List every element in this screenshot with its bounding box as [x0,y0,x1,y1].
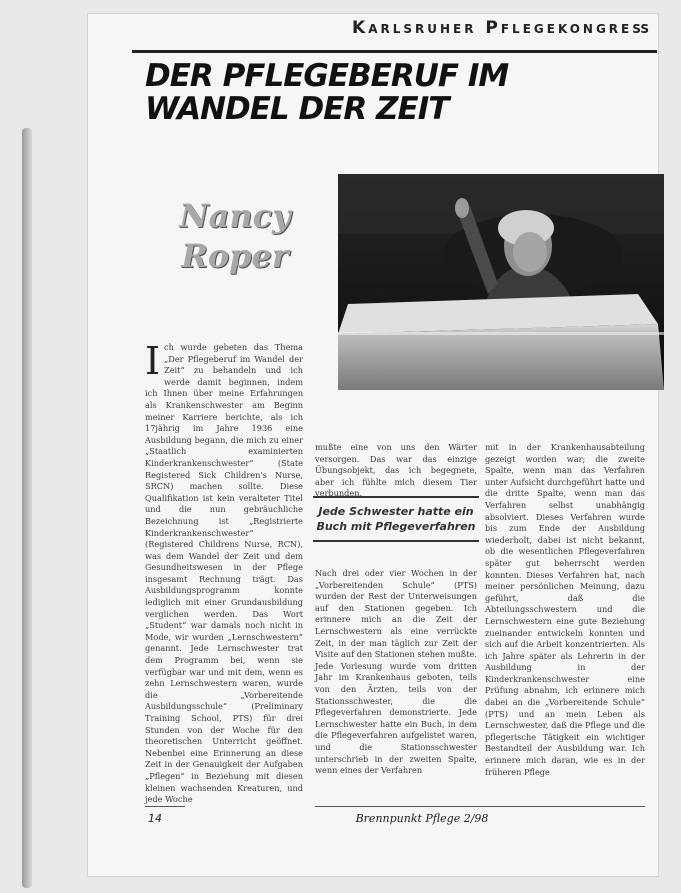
page-number: 14 [148,812,162,825]
author-name [150,196,320,276]
header-rule [132,50,657,53]
pull-quote: Jede Schwester hatte ein Buch mit Pflegeverfahren [313,496,479,542]
article-title: DER PFLEGEBERUF IM WANDEL DER ZEIT [145,58,509,127]
speaker-photo [338,174,664,390]
article-column-2: Nach drei oder vier Wochen in der „Vorbereitenden Schule“ (PTS) wurden der Rest der Unterweisungen auf den Stationen gegeben. Ich erinnere mich an die Zeit der Lernschwestern als eine verrückte Zeit, in der man täglich zur Zeit der Visite auf den Stationen stehen mußte. Jede Vorlesung wurde vom dritten Jahr im Krankenhaus geboten, teils von den Ärzten, teils von der Stationsschwester, die die Pflegeverfahren demonstrierte. Jede Lernschwester hatte ein Buch, in dem die Pflegeverfahren aufgelistet waren, und die Stationsschwester unterschrieb in der zweiten Spalte, wenn eines der Verfahren [315,568,477,776]
article-column-3: mit in der Krankenhausabteilung gezeigt worden war; die zweite Spalte, wenn man das Verfahren unter Aufsicht durchgeführt hatte und die dritte Spalte, wenn man das Verfahren selbst unabhängig absolviert. Dieses Verfahren wurde bis zum Ende der Ausbildung wiederholt, dabei ist nicht bekannt, ob die wesentlichen Pflegeverfahren später gut beherrscht werden konnten. Dieses Verfahren hat, nach meiner persönlichen Meinung, dazu geführt, daß die Abteilungsschwestern und die Lernschwestern eine gute Beziehung zueinander entwickeln konnten und sich auf die Arbeit konzentrierten. Als ich Jahre später als Lehrerin in der Ausbildung in der Kinderkrankenschwester eine Prüfung abnahm, ich erinnere mich dabei an die „Vorbereitende Schule“ (PTS) und an mein Leben als Lernschwester, daß die Pflege und die pflegerische Tätigkeit ein wichtiger Bestandteil der Ausbildung war. Ich erinnere mich daran, wie es in der früheren Pflege [485,442,645,777]
drop-cap: I [145,339,161,383]
column-1-text: ch wurde gebeten das Thema „Der Pflegeberuf im Wandel der Zeit“ zu behandeln und ich werde damit beginnen, indem ich Ihnen über meine Erfahrungen als Krankenschwester am Beginn meiner Karriere berichte, als ich 17jährig im Jahre 1936 eine Ausbildung begann, die mich zu einer „Staatlich examinierten Kinderkrankenschwester“ (State Registered Sick Children's Nurse, SRCN) machen sollte. Diese Qualifikation ist kein veralteter Titel und die nun gebräuchliche Bezeichnung ist „Registrierte Kinderkrankenschwester“ (Registered Childrens Nurse, RCN), was dem Wandel der Zeit und dem Gesundheitswesen in der Pflege insgesamt Rechnung trägt. Das Ausbildungsprogramm konnte lediglich mit einer Grundausbildung verglichen werden. Das Wort „Student“ war damals noch nicht in Mode, wir wurden „Lernschwestern“ genannt. Jede Lernschwester trat dem Programm bei, wenn sie verfügbar war und mit dem, wenn es zehn Lernschwestern waren, wurde die „Vorbereitende Ausbildungsschule“ (Preliminary Training School, PTS) für drei Stunden von der Woche für den theoretischen Unterricht geöffnet. Nebenbei eine Erinnerung an diese Zeit in der Genauigkeit der Aufgaben „Pflegen“ in Beziehung mit diesen kleinen wachsenden Kreaturen, und jede Woche [145,342,303,805]
article-column-2-top: mußte eine von uns den Wärter versorgen. Das war das einzige Übungsobjekt, das ich begegnete, aber ich fühlte mich diesem Tier verbunden. [315,442,477,499]
author-last-name: Roper [181,237,289,275]
scan-binding-edge [22,128,32,888]
running-head: Karlsruher Pflegekongreß [352,18,652,38]
footer-rule-right [315,806,645,807]
article-column-1 [145,339,303,805]
publication-source: Brennpunkt Pflege 2/98 [355,812,489,825]
footer-rule-left [145,806,185,807]
author-first-name: Nancy [179,197,291,235]
